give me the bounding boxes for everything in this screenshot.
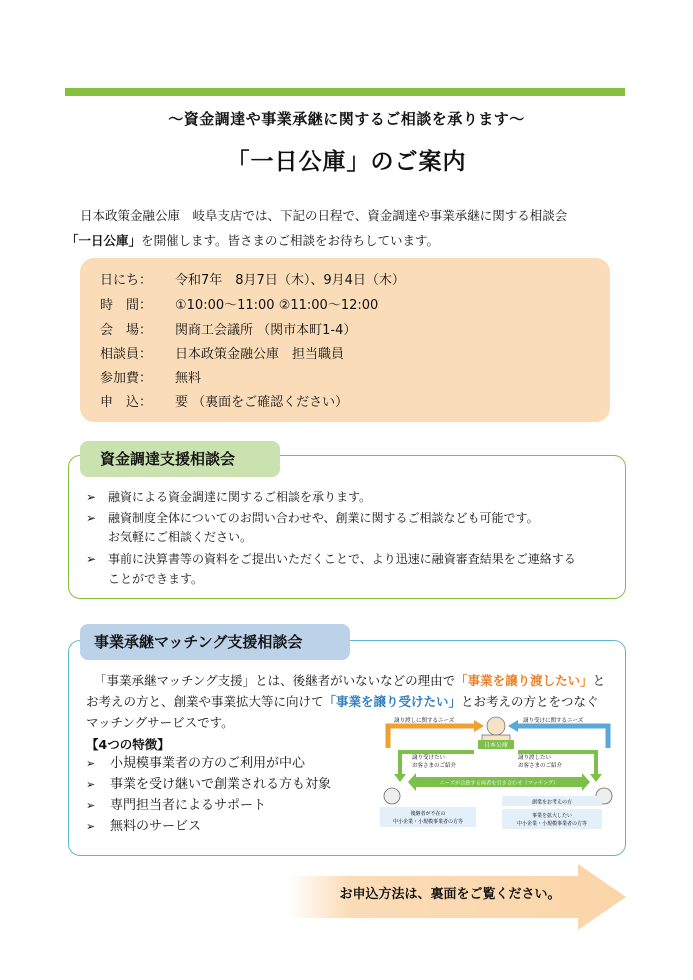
bullet-arrow-icon: ➢ bbox=[86, 757, 96, 770]
page-subtitle: ～資金調達や事業承継に関するご相談を承ります～ bbox=[168, 110, 525, 128]
info-row-application bbox=[100, 392, 348, 414]
section1-bullet bbox=[86, 549, 576, 569]
application-note: お申込方法は、裏面をご覧ください。 bbox=[339, 887, 561, 902]
section1-bullet bbox=[86, 508, 539, 528]
intro-bold-name: 「一日公庫」 bbox=[66, 233, 142, 248]
info-label: 相談員： bbox=[100, 347, 153, 362]
right-caption-2b: 中小企業・小規模事業者の方等 bbox=[516, 821, 588, 827]
feature-item: ➢ 小規模事業者の方のご利用が中心 bbox=[110, 754, 305, 774]
info-row-venue bbox=[100, 320, 356, 342]
info-value: 日本政策金融公庫 担当職員 bbox=[175, 347, 345, 362]
info-label: 参加費： bbox=[100, 371, 153, 386]
succession-matching-title: 事業承継マッチング支援相談会 bbox=[80, 624, 350, 660]
info-row-consultant bbox=[100, 344, 344, 366]
highlight-transfer: 「事業を譲り渡したい」 bbox=[455, 673, 593, 688]
left-caption-a: 後継者が不在の bbox=[410, 811, 446, 817]
bullet-arrow-icon: ➢ bbox=[86, 511, 97, 525]
left-caption-b: 中小企業・小規模事業者の方等 bbox=[392, 819, 464, 825]
right-box-label-a: 譲り渡したい bbox=[518, 755, 552, 761]
info-label: 会 場： bbox=[100, 323, 153, 338]
top-accent-bar bbox=[65, 88, 625, 96]
right-box-label-b: お客さまのご紹介 bbox=[518, 763, 563, 769]
page-title: 「一日公庫」のご案内 bbox=[226, 149, 467, 175]
section1-bullet bbox=[86, 487, 372, 507]
info-value: 関商工会議所 （関市本町1-4） bbox=[175, 323, 357, 338]
left-flow-arrow bbox=[388, 726, 474, 748]
staff-person-icon bbox=[487, 717, 505, 735]
bullet-text: 融資による資金調達に関するご相談を承ります。 bbox=[108, 490, 372, 504]
intro-line-2 bbox=[66, 228, 631, 253]
info-label: 申 込： bbox=[100, 395, 153, 410]
highlight-receive: 「事業を譲り受けたい」 bbox=[323, 694, 462, 709]
info-row-time bbox=[100, 295, 378, 317]
section1-bullet-continued: ことができます。 bbox=[108, 572, 204, 586]
left-box-label-b: お客さまのご紹介 bbox=[412, 763, 457, 769]
right-need-label: 譲り受けに関するニーズ bbox=[523, 718, 584, 724]
info-label: 時 間： bbox=[100, 298, 153, 313]
feature-item: ➢ 事業を受け継いで創業される方も対象 bbox=[110, 775, 331, 795]
bullet-text: 事前に決算書等の資料をご提出いただくことで、より迅速に融資審査結果をご連絡する bbox=[108, 552, 576, 566]
bullet-arrow-icon: ➢ bbox=[86, 778, 96, 791]
info-label: 日にち： bbox=[100, 273, 153, 288]
features-heading: 【4つの特徴】 bbox=[86, 737, 170, 752]
right-flow-arrow bbox=[518, 726, 608, 748]
info-row-fee bbox=[100, 368, 201, 390]
intro-line-2-rest: を開催します。皆さまのご相談をお待ちしています。 bbox=[141, 233, 440, 248]
event-info-box bbox=[80, 258, 610, 422]
bullet-arrow-icon: ➢ bbox=[86, 820, 96, 833]
right-caption-2a: 事業を拡大したい bbox=[531, 813, 573, 819]
seller-person-icon bbox=[384, 788, 400, 804]
bullet-arrow-icon: ➢ bbox=[86, 490, 97, 504]
funding-consultation-title: 資金調達支援相談会 bbox=[80, 441, 280, 477]
svg-text:日本公庫: 日本公庫 bbox=[483, 742, 509, 749]
intro-paragraph bbox=[66, 203, 631, 253]
bullet-text: 融資制度全体についてのお問い合わせや、創業に関するご相談なども可能です。 bbox=[108, 511, 539, 525]
info-value: ①10:00～11:00 ②11:00～12:00 bbox=[175, 298, 379, 313]
intro-line-1: 日本政策金融公庫 岐阜支店では、下記の日程で、資金調達や事業承継に関する相談会 bbox=[80, 208, 568, 223]
info-value: 令和7年 8月7日（木）、9月4日（木） bbox=[175, 273, 405, 288]
left-need-label: 譲り渡しに関するニーズ bbox=[394, 718, 455, 724]
feature-item: ➢ 無料のサービス bbox=[110, 817, 201, 837]
info-value: 無料 bbox=[175, 371, 202, 386]
feature-item: ➢ 専門担当者によるサポート bbox=[110, 796, 266, 816]
right-caption-1: 創業をお考えの方 bbox=[531, 799, 573, 806]
info-value: 要 （裏面をご確認ください） bbox=[175, 395, 349, 410]
bullet-arrow-icon: ➢ bbox=[86, 799, 96, 812]
matching-diagram bbox=[378, 712, 618, 834]
bullet-arrow-icon: ➢ bbox=[86, 552, 97, 566]
section1-bullet-continued: お気軽にご相談ください。 bbox=[108, 530, 253, 544]
info-row-date bbox=[100, 270, 405, 292]
matching-bar-label: ニーズが合致する両者を引き合わせ（マッチング） bbox=[439, 780, 559, 787]
matching-description: 「事業承継マッチング支援」とは、後継者がいないなどの理由で「事業を譲り渡したい」と お考えの方と、創業や事業拡大等に向けて「事業を譲り受けたい」とお考えの方とをつなぐ マッチングサービスです。 bbox=[86, 673, 606, 730]
left-box-label-a: 譲り受けたい bbox=[412, 755, 446, 761]
